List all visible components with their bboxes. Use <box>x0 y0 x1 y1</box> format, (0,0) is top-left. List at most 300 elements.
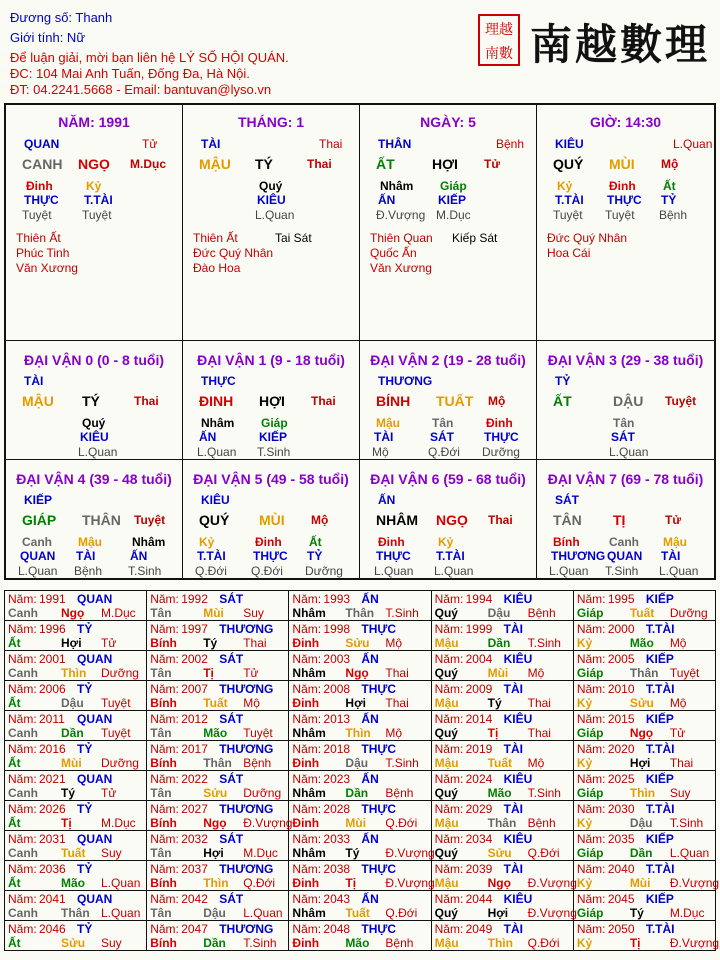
stage: Thai <box>385 696 409 710</box>
hidden-god: KIẾP <box>259 430 288 444</box>
logo <box>478 8 718 72</box>
year-prefix: Năm: <box>150 652 179 666</box>
earthly-branch: HỢI <box>432 156 458 172</box>
stage: T.Sinh <box>385 756 419 770</box>
year-prefix: Năm: <box>576 712 606 726</box>
stage: T.Sinh <box>527 636 561 650</box>
year: 2010 <box>607 682 635 696</box>
annual-cell <box>432 801 574 831</box>
branch: Tý <box>61 786 76 800</box>
year: 2008 <box>323 682 351 696</box>
stem: Ất <box>8 876 21 890</box>
ten-god: SÁT <box>219 592 244 606</box>
ten-god: KIẾP <box>645 772 674 786</box>
hidden-stem: Ất <box>663 179 676 193</box>
stage: Dưỡng <box>101 756 139 770</box>
hidden-god: ẤN <box>199 430 217 444</box>
stage: Thai <box>488 513 513 527</box>
ten-god: ẤN <box>361 832 379 846</box>
stage: Thai <box>134 394 159 408</box>
year: 2021 <box>39 772 66 786</box>
hidden-stage: L.Quan <box>197 445 237 459</box>
ten-god: SÁT <box>219 652 244 666</box>
year-prefix: Năm: <box>8 922 37 936</box>
annual-cell <box>432 621 574 651</box>
ten-god: KIẾP <box>24 493 53 507</box>
year-prefix: Năm: <box>292 652 322 666</box>
ten-god: KIÊU <box>503 892 533 906</box>
stem: Nhâm <box>292 606 326 620</box>
stage: Suy <box>101 846 122 860</box>
annual-cell <box>289 861 435 891</box>
stage: Tuyệt <box>101 726 131 740</box>
hidden-god: KIẾP <box>438 193 467 207</box>
annual-row <box>5 741 716 771</box>
hidden-stage: Q.Đới <box>195 564 227 578</box>
stem: Mậu <box>434 876 459 890</box>
earthly-branch: TUẤT <box>436 393 474 409</box>
stage: L.Quan <box>669 846 710 860</box>
stem: Ất <box>8 696 21 710</box>
contact-line-3: ĐT: 04.2241.5668 - Email: bantuvan@lyso.vn <box>10 82 272 97</box>
annual-cell <box>289 891 431 921</box>
stage: Q.Đới <box>243 876 276 890</box>
annual-cell <box>147 861 289 891</box>
branch: Mùi <box>345 816 367 830</box>
branch: Thìn <box>345 726 371 740</box>
branch: Hợi <box>61 636 82 650</box>
stage: T.Sinh <box>527 786 561 800</box>
pillar-cell <box>6 105 183 341</box>
stage: T.Sinh <box>385 606 419 620</box>
year-prefix: Năm: <box>576 832 606 846</box>
branch: Sửu <box>61 936 86 950</box>
luck-cell <box>6 341 183 460</box>
ten-god: TỶ <box>77 922 93 936</box>
stem: Kỷ <box>576 696 593 710</box>
star: Đào Hoa <box>193 261 241 275</box>
stem: Bính <box>150 636 177 650</box>
heavenly-stem: ẤT <box>376 156 395 172</box>
owner-name: Đương số: Thanh <box>10 10 113 25</box>
ten-god: SÁT <box>555 493 579 507</box>
year: 2020 <box>607 742 635 756</box>
hidden-stem: Đinh <box>486 416 513 430</box>
hidden-stem: Kỷ <box>557 179 573 193</box>
branch: Mùi <box>203 606 224 620</box>
ten-god: THỰC <box>361 682 397 696</box>
year-prefix: Năm: <box>434 892 464 906</box>
ten-god: QUAN <box>77 652 113 666</box>
stage: Bệnh <box>527 816 556 830</box>
annual-cell <box>5 621 147 651</box>
year: 2013 <box>323 712 351 726</box>
stage: Mộ <box>385 636 403 650</box>
luck-title: ĐẠI VẬN 2 (19 - 28 tuổi) <box>370 352 526 368</box>
stage: Tử <box>669 726 686 740</box>
branch: Tý <box>629 906 644 920</box>
stem: Nhâm <box>292 666 326 680</box>
annual-cell <box>432 891 577 921</box>
stem: Canh <box>8 726 38 740</box>
hidden-stage: Tuyệt <box>82 208 112 222</box>
stem: Đinh <box>292 816 320 830</box>
year-prefix: Năm: <box>150 832 179 846</box>
heavenly-stem: CANH <box>22 156 63 172</box>
stage: Bệnh <box>243 756 272 770</box>
year-prefix: Năm: <box>292 682 322 696</box>
stem: Tân <box>150 666 172 680</box>
star: Kiếp Sát <box>452 231 498 245</box>
stem: Kỷ <box>576 756 593 770</box>
annual-row <box>5 861 720 891</box>
year-prefix: Năm: <box>434 682 464 696</box>
ten-god: ẤN <box>361 652 379 666</box>
hidden-god: THƯƠNG <box>551 549 606 563</box>
hidden-god: T.TÀI <box>84 193 113 207</box>
branch: Tị <box>203 666 214 680</box>
stage: Thai <box>669 756 694 770</box>
branch: Dậu <box>487 606 511 620</box>
branch: Hợi <box>487 906 509 920</box>
stage: M.Dục <box>130 157 166 171</box>
branch: Sửu <box>203 786 228 800</box>
year: 2024 <box>465 772 493 786</box>
annual-cell <box>432 711 574 741</box>
stage: Đ.Vượng <box>669 876 720 890</box>
star: Đức Quý Nhân <box>547 231 628 245</box>
year: 2028 <box>323 802 351 816</box>
star: Hoa Cái <box>547 246 591 260</box>
stem: Giáp <box>576 666 604 680</box>
year: 2038 <box>323 862 351 876</box>
hidden-god: THỰC <box>607 193 642 207</box>
stage: Tuyệt <box>243 726 273 740</box>
ten-god: THƯƠNG <box>219 682 274 696</box>
ten-god: THỰC <box>361 922 397 936</box>
year: 2000 <box>607 622 635 636</box>
annual-row <box>5 891 716 921</box>
annual-cell <box>432 921 574 951</box>
ten-god: THỰC <box>361 802 397 816</box>
annual-cell <box>5 591 147 621</box>
star: Phúc Tinh <box>16 246 70 260</box>
year: 2036 <box>39 862 66 876</box>
hidden-stem: Nhâm <box>132 535 166 549</box>
stem: Kỷ <box>576 876 593 890</box>
year-prefix: Năm: <box>434 922 464 936</box>
ten-god: THƯƠNG <box>219 802 274 816</box>
annual-cell <box>574 771 716 801</box>
year: 2019 <box>465 742 493 756</box>
branch: Mão <box>61 876 85 890</box>
hidden-stem: Đinh <box>609 179 636 193</box>
stem: Giáp <box>576 606 604 620</box>
stage: Đ.Vượng <box>385 876 435 890</box>
star: Văn Xương <box>16 261 78 275</box>
stage: Mộ <box>661 157 679 171</box>
branch: Hợi <box>203 846 224 860</box>
stem: Kỷ <box>576 936 593 950</box>
annual-cell <box>5 891 147 921</box>
stem: Tân <box>150 606 172 620</box>
annual-cell <box>289 681 431 711</box>
year-prefix: Năm: <box>150 772 179 786</box>
annual-cell <box>289 591 431 621</box>
luck-title: ĐẠI VẬN 5 (49 - 58 tuổi) <box>193 471 349 487</box>
branch: Ngọ <box>487 876 511 890</box>
annual-cell <box>5 681 147 711</box>
stage: Suy <box>243 606 264 620</box>
year-prefix: Năm: <box>434 622 464 636</box>
ten-god: QUAN <box>77 592 113 606</box>
hidden-stage: Đ.Vượng <box>376 208 426 222</box>
year-prefix: Năm: <box>150 712 179 726</box>
annual-cell <box>147 621 289 651</box>
hidden-god: ẤN <box>130 549 148 563</box>
luck-title: ĐẠI VẬN 4 (39 - 48 tuổi) <box>16 471 172 487</box>
year-prefix: Năm: <box>576 592 606 606</box>
stem: Canh <box>8 846 38 860</box>
pillar-title: GIỜ: 14:30 <box>589 114 662 130</box>
stem: Giáp <box>576 786 604 800</box>
stage: T.Sinh <box>243 936 277 950</box>
hidden-god: T.TÀI <box>555 193 584 207</box>
annual-cell <box>574 621 716 651</box>
year: 2045 <box>607 892 635 906</box>
stage: Suy <box>669 786 691 800</box>
star: Đức Quý Nhân <box>193 246 274 260</box>
hidden-stem: Tân <box>613 416 635 430</box>
stage: M.Dục <box>669 906 705 920</box>
branch: Thân <box>203 756 232 770</box>
year: 2009 <box>465 682 493 696</box>
luck-title: ĐẠI VẬN 1 (9 - 18 tuổi) <box>197 352 345 368</box>
annual-cell <box>5 801 147 831</box>
stem: Nhâm <box>292 786 326 800</box>
ten-god: ẤN <box>361 712 379 726</box>
heavenly-stem: MẬU <box>22 393 54 409</box>
year: 2032 <box>181 832 208 846</box>
stage: Dưỡng <box>243 786 282 800</box>
year: 1991 <box>39 592 66 606</box>
year-prefix: Năm: <box>8 832 37 846</box>
year: 2042 <box>181 892 208 906</box>
ten-god: THỰC <box>361 742 397 756</box>
stage: Q.Đới <box>385 816 418 830</box>
hidden-stage: L.Quan <box>255 208 295 222</box>
annual-cell <box>432 681 574 711</box>
earthly-branch: MÙI <box>609 156 635 172</box>
star: Thiên Ất <box>193 231 238 245</box>
stage: Mộ <box>385 726 403 740</box>
ten-god: SÁT <box>219 832 244 846</box>
stage: Tuyệt <box>669 666 700 680</box>
year-prefix: Năm: <box>576 742 606 756</box>
pillar-cell <box>537 105 714 341</box>
ten-god: TÀI <box>503 802 523 816</box>
year: 1997 <box>181 622 208 636</box>
annual-cell <box>5 921 147 951</box>
annual-cell <box>574 711 716 741</box>
stem: Mậu <box>434 756 459 770</box>
hidden-stage: T.Sinh <box>257 445 291 459</box>
annual-row <box>5 711 716 741</box>
stem: Quý <box>434 666 458 680</box>
hidden-stem: Bính <box>553 535 580 549</box>
hidden-stage: Tuyệt <box>553 208 583 222</box>
annual-row <box>5 591 716 621</box>
branch: Tuất <box>61 846 86 860</box>
stem: Bính <box>150 876 177 890</box>
heavenly-stem: ẤT <box>553 393 572 409</box>
year: 2017 <box>181 742 208 756</box>
gender: Giới tính: Nữ <box>10 30 86 45</box>
hidden-stem: Quý <box>259 179 283 193</box>
hidden-stage: Tuyệt <box>22 208 52 222</box>
earthly-branch: HỢI <box>259 393 285 409</box>
annual-cell <box>574 861 720 891</box>
hidden-stage: T.Sinh <box>128 564 162 578</box>
ten-god: T.TÀI <box>645 682 675 696</box>
annual-row <box>5 681 716 711</box>
stem: Giáp <box>576 846 604 860</box>
year-prefix: Năm: <box>8 742 37 756</box>
hidden-stem: Canh <box>22 535 52 549</box>
stage: Thai <box>527 726 551 740</box>
year: 2040 <box>607 862 635 876</box>
stage: Bệnh <box>527 606 556 620</box>
heavenly-stem: BÍNH <box>376 393 411 409</box>
stem: Tân <box>150 906 172 920</box>
ten-god: THƯƠNG <box>219 742 274 756</box>
luck-title: ĐẠI VẬN 0 (0 - 8 tuổi) <box>23 352 164 368</box>
year: 2014 <box>465 712 493 726</box>
annual-cell <box>289 711 431 741</box>
branch: Mão <box>203 726 228 740</box>
year: 2004 <box>465 652 493 666</box>
ten-god: KIÊU <box>503 712 533 726</box>
annual-cell <box>147 801 293 831</box>
stage: M.Dục <box>101 606 136 620</box>
ten-god: TÀI <box>503 742 523 756</box>
hidden-god: THỰC <box>253 549 288 563</box>
year-prefix: Năm: <box>292 592 322 606</box>
year: 1999 <box>465 622 493 636</box>
hidden-stage: L.Quan <box>659 564 699 578</box>
luck-cell <box>360 460 537 579</box>
earthly-branch: THÂN <box>82 512 121 528</box>
ten-god: KIÊU <box>555 137 584 151</box>
ten-god: THÂN <box>378 137 412 151</box>
annual-row <box>5 771 716 801</box>
stage: Đ.Vượng <box>243 816 293 830</box>
stage: Tuyệt <box>665 394 697 408</box>
stem: Đinh <box>292 876 320 890</box>
luck-cell <box>183 460 360 579</box>
stem: Tân <box>150 846 172 860</box>
hidden-stem: Mậu <box>78 535 102 549</box>
ten-god: SÁT <box>219 772 244 786</box>
ten-god: KIÊU <box>503 592 533 606</box>
stage: Dưỡng <box>101 666 139 680</box>
year: 2041 <box>39 892 66 906</box>
year: 1998 <box>323 622 351 636</box>
annual-cell <box>289 801 431 831</box>
pillar-title: THÁNG: 1 <box>237 114 305 130</box>
stem: Bính <box>150 756 177 770</box>
luck-title: ĐẠI VẬN 3 (29 - 38 tuổi) <box>547 352 704 368</box>
year-prefix: Năm: <box>434 862 464 876</box>
year-prefix: Năm: <box>434 742 464 756</box>
luck-cell <box>6 460 183 579</box>
annual-cell <box>147 891 289 921</box>
year: 2012 <box>181 712 208 726</box>
ten-god: TỶ <box>77 742 93 756</box>
branch: Dần <box>629 846 653 860</box>
ten-god: TÀI <box>201 137 221 151</box>
branch: Dần <box>61 726 84 740</box>
annual-row <box>5 801 716 831</box>
stem: Nhâm <box>292 726 326 740</box>
ten-god: T.TÀI <box>645 922 675 936</box>
year-prefix: Năm: <box>576 922 606 936</box>
stem: Giáp <box>576 726 604 740</box>
stem: Ất <box>8 816 21 830</box>
stem: Bính <box>150 936 177 950</box>
branch: Tuất <box>629 606 655 620</box>
year: 2049 <box>465 922 493 936</box>
stage: Tử <box>665 513 682 527</box>
annual-cell <box>574 681 716 711</box>
hidden-stage: L.Quan <box>434 564 474 578</box>
stage: Thai <box>527 696 551 710</box>
year-prefix: Năm: <box>292 922 322 936</box>
hidden-god: TỶ <box>307 549 323 563</box>
branch: Tý <box>487 696 502 710</box>
annual-cell <box>432 591 574 621</box>
ten-god: QUAN <box>77 892 113 906</box>
stem: Quý <box>434 726 458 740</box>
ten-god: ẤN <box>361 892 379 906</box>
stem: Quý <box>434 606 458 620</box>
hidden-stem: Kỷ <box>86 179 102 193</box>
hidden-stem: Kỷ <box>438 535 454 549</box>
stage: Mộ <box>311 513 329 527</box>
heavenly-stem: NHÂM <box>376 512 418 528</box>
annual-cell <box>147 741 289 771</box>
annual-cell <box>289 831 435 861</box>
year-prefix: Năm: <box>434 652 464 666</box>
star: Thiên Quan <box>370 231 433 245</box>
hidden-stage: L.Quan <box>609 445 649 459</box>
annual-cell <box>5 711 147 741</box>
year-prefix: Năm: <box>8 682 37 696</box>
branch: Tuất <box>487 756 513 770</box>
branch: Mão <box>629 636 654 650</box>
stage: Bệnh <box>385 786 414 800</box>
earthly-branch: NGỌ <box>78 156 110 172</box>
stem: Canh <box>8 906 38 920</box>
hidden-stage: T.Sinh <box>605 564 639 578</box>
branch: Thìn <box>629 786 656 800</box>
branch: Tuất <box>203 696 228 710</box>
year-prefix: Năm: <box>434 592 464 606</box>
luck-title: ĐẠI VẬN 7 (69 - 78 tuổi) <box>547 471 704 487</box>
stage: Tuyệt <box>134 513 166 527</box>
stem: Bính <box>150 816 177 830</box>
branch: Sửu <box>345 636 370 650</box>
